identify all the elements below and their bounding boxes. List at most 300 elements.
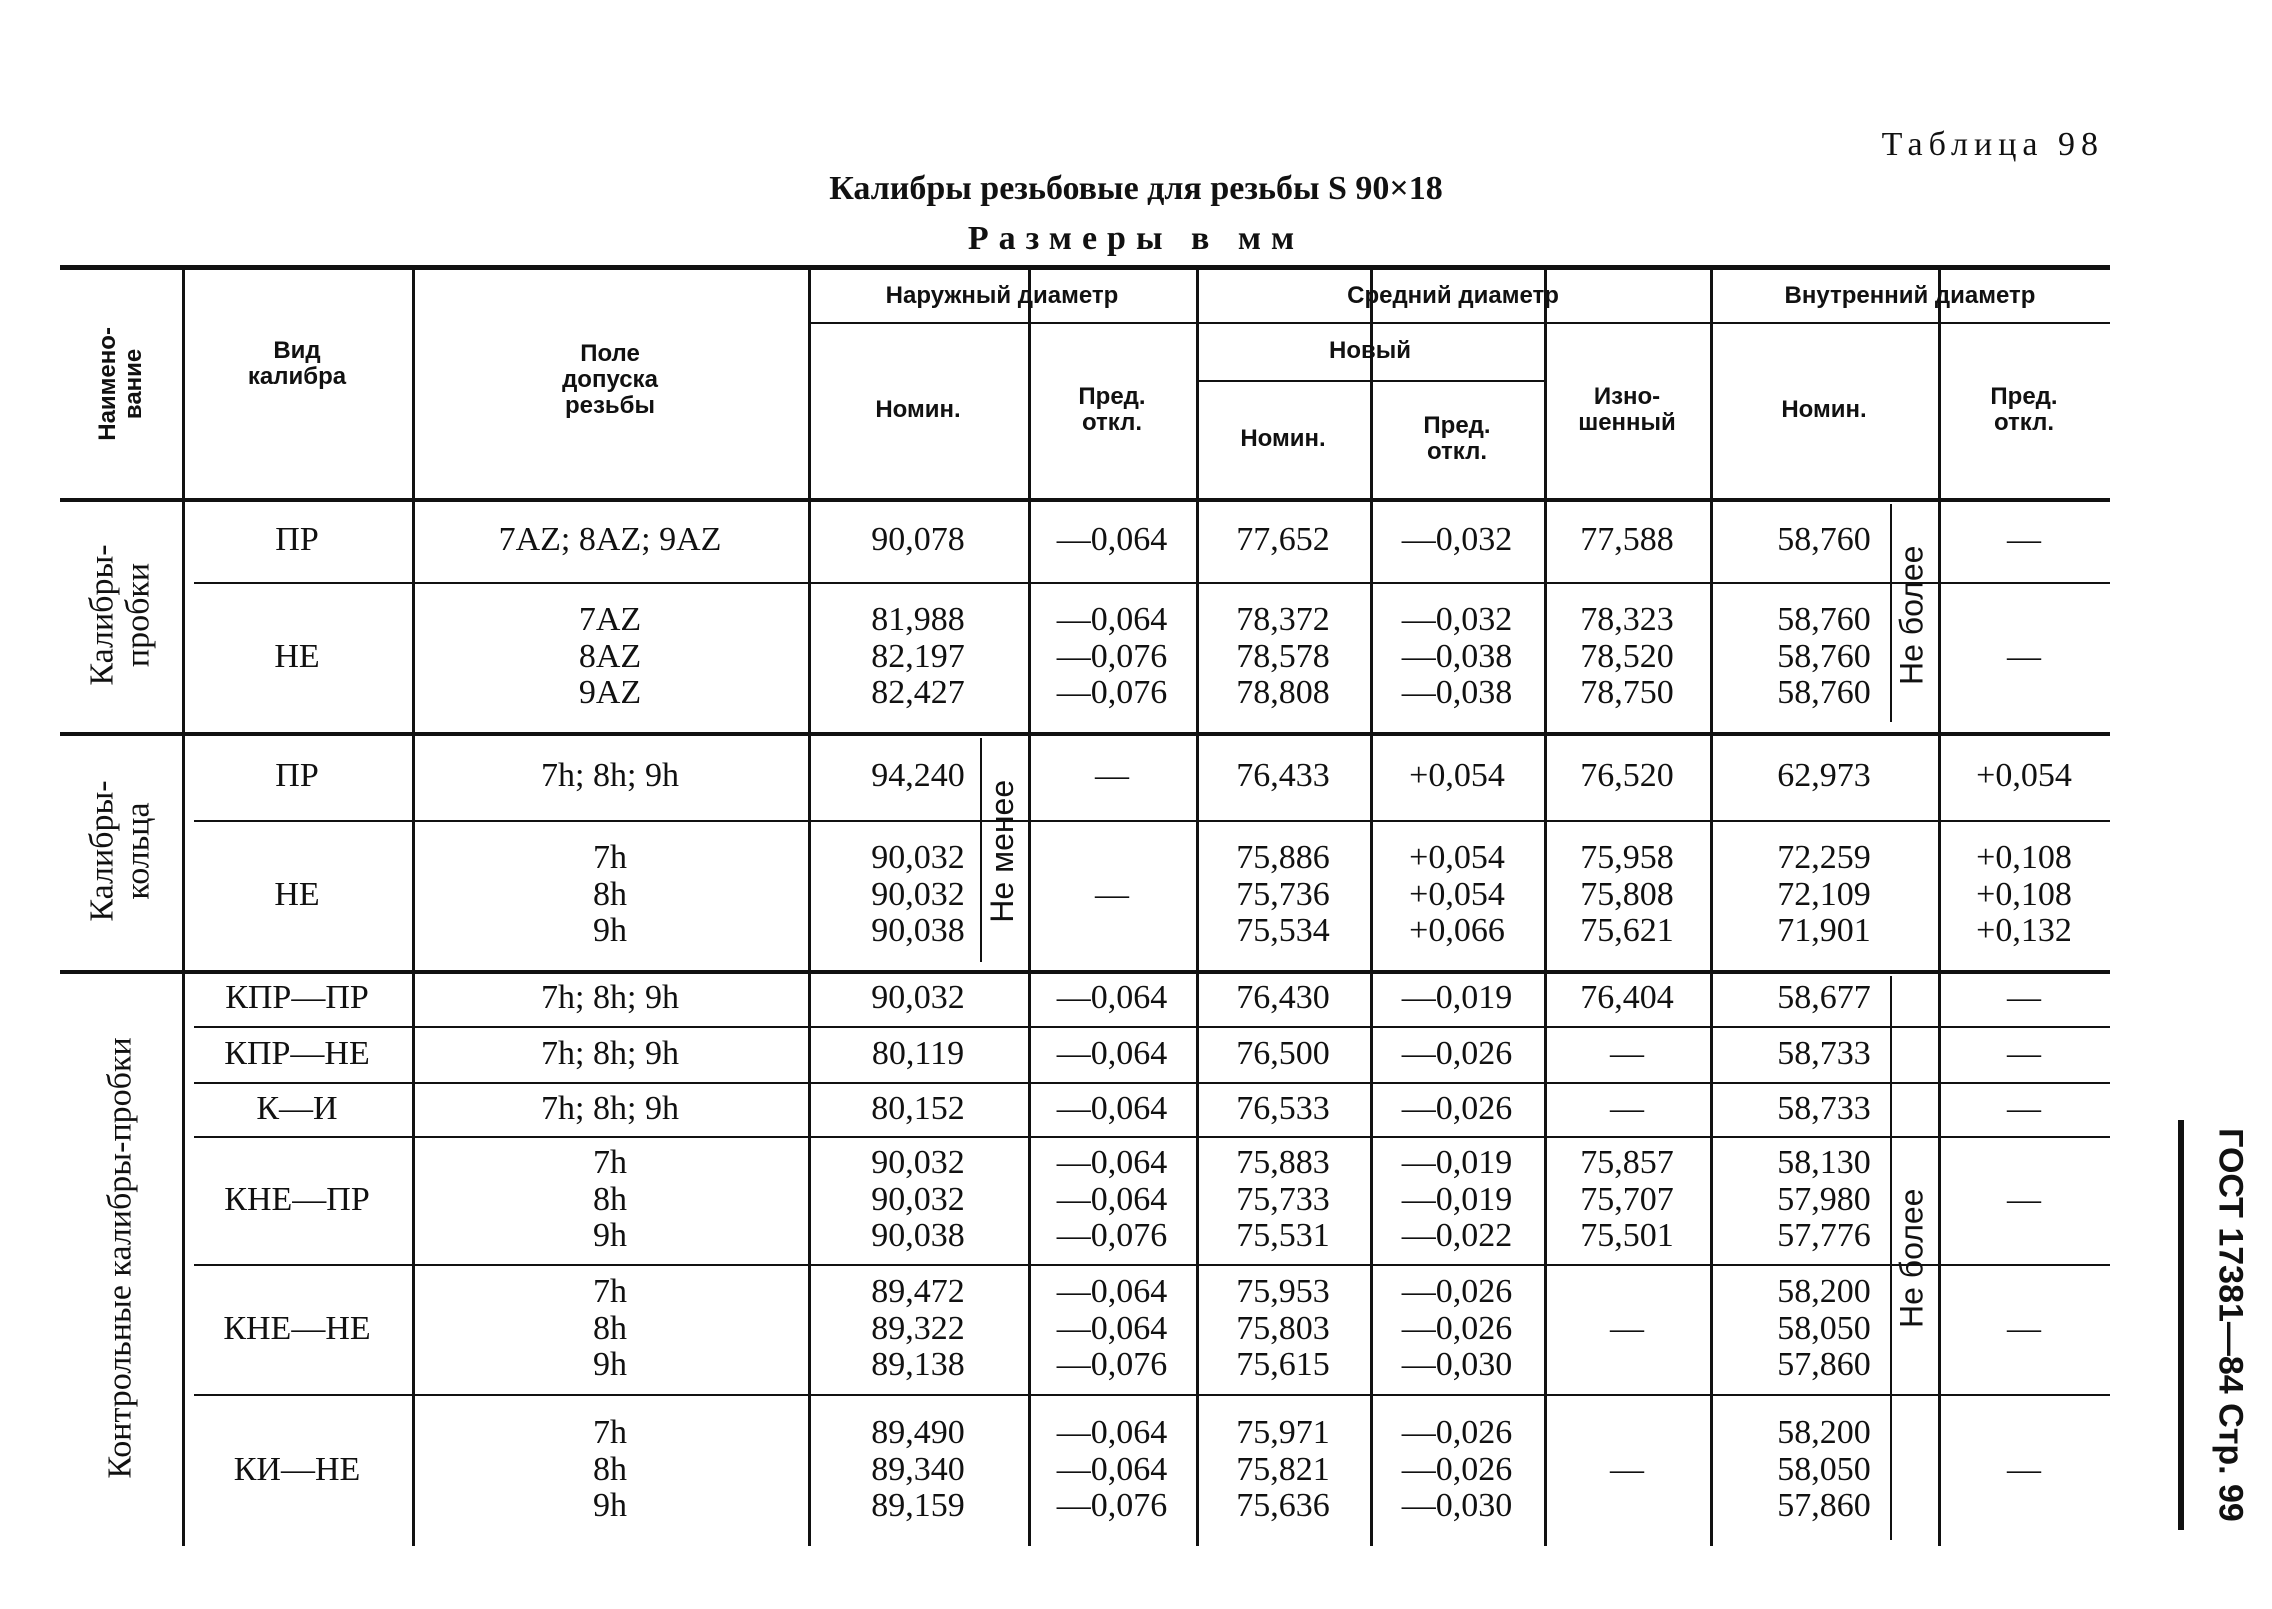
cell-line: Вид — [273, 337, 321, 365]
cell-line: 57,776 — [1777, 1217, 1871, 1255]
column-rule — [1890, 504, 1892, 722]
cell-line: 76,433 — [1236, 756, 1330, 794]
table-rule — [808, 322, 2110, 324]
cell-inner-dev — [1942, 1136, 2106, 1264]
cell-line: — — [2007, 1309, 2041, 1347]
column-rule — [1938, 270, 1941, 1546]
cell-field — [416, 582, 804, 732]
column-rule — [1544, 270, 1547, 1546]
cell-line: 9h — [593, 1217, 627, 1255]
cell-line: шенный — [1578, 409, 1676, 436]
cell-line: вание — [120, 348, 147, 420]
cell-line: 89,472 — [871, 1272, 965, 1310]
cell-line: пробки — [120, 562, 157, 668]
cell-line: 75,808 — [1580, 875, 1674, 913]
cell-line: 9AZ — [578, 674, 642, 712]
cell-type: КПР—НЕ — [224, 1034, 370, 1072]
cell-worn — [1548, 732, 1706, 820]
cell-line: 57,980 — [1777, 1180, 1871, 1218]
cell-inner-nom — [1714, 820, 1934, 970]
cell-worn — [1548, 1136, 1706, 1264]
cell-line: —0,026 — [1401, 1272, 1513, 1310]
cell-line: —0,038 — [1401, 674, 1513, 712]
cell-pitch-dev — [1374, 820, 1540, 970]
cell-line: 7h; 8h; 9h — [541, 1089, 679, 1127]
cell-line: 78,372 — [1236, 600, 1330, 638]
cell-line: 75,501 — [1580, 1217, 1674, 1255]
cell-line: 7AZ; 8AZ; 9AZ — [498, 520, 722, 558]
cell-line: 90,032 — [871, 1180, 965, 1218]
cell-line: калибра — [247, 363, 347, 390]
header-new: Новый — [1329, 337, 1411, 365]
cell-line: +0,054 — [1976, 756, 2072, 794]
cell-line: 82,197 — [871, 637, 965, 675]
header-outer-nominal: Номин. — [875, 396, 961, 424]
header-pitch-diameter: Средний диаметр — [1347, 282, 1559, 310]
cell-inner-dev — [1942, 1026, 2106, 1082]
group-name — [60, 970, 182, 1546]
cell-line: Калибры- — [84, 544, 121, 686]
cell-line: —0,064 — [1056, 1450, 1168, 1488]
cell-line: откл. — [1993, 409, 2055, 436]
cell-pitch-nom — [1200, 1136, 1366, 1264]
header-inner-diameter: Внутренний диаметр — [1784, 282, 2036, 310]
cell-pitch-nom — [1200, 1082, 1366, 1136]
column-rule — [1890, 976, 1892, 1540]
cell-line: —0,076 — [1056, 1487, 1168, 1525]
cell-worn — [1548, 970, 1706, 1026]
cell-line: —0,064 — [1056, 1143, 1168, 1181]
cell-outer-nom — [812, 498, 1024, 582]
cell-outer-nom — [812, 1026, 1024, 1082]
cell-line: 78,808 — [1236, 674, 1330, 712]
header-inner-dev — [1938, 322, 2110, 498]
cell-line: +0,108 — [1976, 838, 2072, 876]
cell-inner-dev — [1942, 732, 2106, 820]
cell-line: — — [1610, 1089, 1644, 1127]
cell-line: 76,500 — [1236, 1034, 1330, 1072]
table-rule — [194, 1082, 2110, 1084]
cell-line: — — [2007, 1450, 2041, 1488]
cell-type: КНЕ—ПР — [224, 1180, 370, 1218]
cell-line: 7h — [593, 1272, 627, 1310]
table-number: Таблица 98 — [1881, 126, 2104, 163]
cell-worn — [1548, 820, 1706, 970]
cell-line: 94,240 — [871, 756, 965, 794]
cell-line: —0,038 — [1401, 637, 1513, 675]
cell-worn — [1548, 582, 1706, 732]
cell-type: КИ—НЕ — [233, 1450, 361, 1488]
cell-line: 8h — [593, 875, 627, 913]
cell-line: —0,019 — [1401, 978, 1513, 1016]
cell-line: 75,736 — [1236, 875, 1330, 913]
cell-line: 90,078 — [871, 520, 965, 558]
cell-line: резьбы — [564, 391, 655, 419]
cell-line: Калибры- — [84, 780, 121, 922]
note-ne-bolee-plugs-text: Не более — [1893, 545, 1930, 685]
cell-line: +0,066 — [1409, 912, 1505, 950]
cell-line: 90,032 — [871, 838, 965, 876]
cell-field — [416, 732, 804, 820]
cell-line: 75,733 — [1236, 1180, 1330, 1218]
cell-line: —0,076 — [1056, 674, 1168, 712]
cell-line: Наимено- — [94, 327, 122, 441]
note-ne-menee-rings-text: Не менее — [983, 779, 1020, 923]
cell-line: 75,615 — [1236, 1346, 1330, 1384]
table-rule — [60, 970, 2110, 974]
header-inner-nominal: Номин. — [1781, 396, 1867, 424]
cell-outer-dev — [1032, 732, 1192, 820]
cell-line: 9h — [593, 1487, 627, 1525]
cell-line: 58,760 — [1777, 520, 1871, 558]
cell-pitch-nom — [1200, 498, 1366, 582]
cell-line: кольца — [120, 802, 157, 900]
cell-field — [416, 1026, 804, 1082]
cell-line: —0,026 — [1401, 1309, 1513, 1347]
cell-line: 58,760 — [1777, 600, 1871, 638]
cell-inner-dev — [1942, 498, 2106, 582]
cell-pitch-nom — [1200, 1026, 1366, 1082]
cell-field — [416, 1136, 804, 1264]
cell-line: Пред. — [1990, 383, 2058, 411]
header-name — [60, 270, 182, 498]
cell-pitch-nom — [1200, 820, 1366, 970]
cell-outer-nom — [812, 970, 1024, 1026]
cell-line: 8h — [593, 1309, 627, 1347]
cell-line: 77,588 — [1580, 520, 1674, 558]
cell-line: +0,054 — [1409, 838, 1505, 876]
cell-outer-nom — [812, 1082, 1024, 1136]
cell-line: 58,760 — [1777, 637, 1871, 675]
cell-line: 75,621 — [1580, 912, 1674, 950]
cell-line: 58,050 — [1777, 1309, 1871, 1347]
cell-worn — [1548, 1394, 1706, 1546]
cell-line: Изно- — [1593, 383, 1661, 411]
group-name-text — [85, 544, 157, 685]
cell-pitch-dev — [1374, 1264, 1540, 1394]
cell-line: 7h; 8h; 9h — [541, 978, 679, 1016]
cell-pitch-dev — [1374, 1394, 1540, 1546]
gauge-table — [60, 265, 2110, 1546]
cell-line: 9h — [593, 1346, 627, 1384]
cell-line: 75,531 — [1236, 1217, 1330, 1255]
cell-line: 58,677 — [1777, 978, 1871, 1016]
column-rule — [1710, 270, 1713, 1546]
column-rule — [980, 738, 982, 962]
cell-line: 75,886 — [1236, 838, 1330, 876]
cell-type: ПР — [275, 756, 319, 794]
cell-pitch-dev — [1374, 732, 1540, 820]
cell-line: —0,076 — [1056, 1346, 1168, 1384]
cell-line: +0,054 — [1409, 756, 1505, 794]
table-rule — [60, 732, 2110, 736]
column-rule — [1196, 270, 1199, 1546]
cell-line: 58,760 — [1777, 674, 1871, 712]
side-reference — [2178, 1120, 2254, 1530]
cell-line: 58,200 — [1777, 1272, 1871, 1310]
cell-outer-dev — [1032, 498, 1192, 582]
cell-line: — — [2007, 637, 2041, 675]
column-rule — [182, 270, 185, 1546]
cell-type: К—И — [256, 1089, 338, 1127]
cell-line: —0,019 — [1401, 1143, 1513, 1181]
header-gauge-type — [182, 270, 412, 458]
note-ne-menee-rings — [982, 742, 1022, 960]
cell-line: 57,860 — [1777, 1346, 1871, 1384]
cell-line: 90,038 — [871, 912, 965, 950]
cell-worn — [1548, 1082, 1706, 1136]
cell-worn — [1548, 1264, 1706, 1394]
cell-outer-dev — [1032, 970, 1192, 1026]
group-name — [60, 732, 182, 970]
cell-line: —0,076 — [1056, 1217, 1168, 1255]
cell-outer-dev — [1032, 1136, 1192, 1264]
table-rule — [194, 1394, 2110, 1396]
cell-inner-dev — [1942, 1082, 2106, 1136]
cell-pitch-nom — [1200, 1394, 1366, 1546]
cell-line: 77,652 — [1236, 520, 1330, 558]
cell-field — [416, 1264, 804, 1394]
cell-line: 58,050 — [1777, 1450, 1871, 1488]
note-ne-bolee-control — [1892, 980, 1932, 1536]
cell-line: —0,064 — [1056, 1089, 1168, 1127]
column-rule — [808, 270, 811, 1546]
cell-line: — — [1610, 1450, 1644, 1488]
cell-line: 9h — [593, 912, 627, 950]
cell-line: —0,030 — [1401, 1346, 1513, 1384]
cell-line: 75,803 — [1236, 1309, 1330, 1347]
cell-line: 8AZ — [578, 637, 642, 675]
cell-inner-dev — [1942, 582, 2106, 732]
cell-line: 76,520 — [1580, 756, 1674, 794]
cell-worn — [1548, 498, 1706, 582]
cell-line: откл. — [1081, 409, 1143, 436]
cell-inner-dev — [1942, 1394, 2106, 1546]
cell-line: —0,026 — [1401, 1034, 1513, 1072]
cell-line: 8h — [593, 1180, 627, 1218]
table-rule — [194, 582, 2110, 584]
cell-outer-dev — [1032, 1026, 1192, 1082]
cell-line: —0,064 — [1056, 1309, 1168, 1347]
cell-line: —0,032 — [1401, 600, 1513, 638]
table-rule — [194, 1264, 2110, 1266]
cell-line: 80,152 — [871, 1089, 965, 1127]
cell-line: 57,860 — [1777, 1487, 1871, 1525]
cell-line: — — [1610, 1034, 1644, 1072]
table-rule — [194, 820, 2110, 822]
group-name-text — [103, 1037, 139, 1478]
cell-line: 71,901 — [1777, 912, 1871, 950]
cell-line: —0,064 — [1056, 1413, 1168, 1451]
cell-line: 90,032 — [871, 1143, 965, 1181]
cell-line: +0,132 — [1976, 912, 2072, 950]
units-caption: Размеры в мм — [967, 220, 1305, 257]
cell-pitch-dev — [1374, 582, 1540, 732]
side-reference-text: ГОСТ 17381—84 Стр. 99 — [2211, 1128, 2250, 1522]
cell-line: —0,019 — [1401, 1180, 1513, 1218]
cell-line: 75,636 — [1236, 1487, 1330, 1525]
cell-inner-dev — [1942, 820, 2106, 970]
cell-inner-dev — [1942, 970, 2106, 1026]
cell-line: 76,404 — [1580, 978, 1674, 1016]
cell-pitch-dev — [1374, 970, 1540, 1026]
cell-field — [416, 970, 804, 1026]
note-ne-bolee-plugs — [1892, 508, 1932, 722]
column-rule — [1370, 270, 1373, 1546]
cell-line: 89,322 — [871, 1309, 965, 1347]
cell-outer-nom — [812, 1264, 1024, 1394]
cell-line: 76,533 — [1236, 1089, 1330, 1127]
cell-line: 72,109 — [1777, 875, 1871, 913]
cell-line: 75,821 — [1236, 1450, 1330, 1488]
cell-line: 75,534 — [1236, 912, 1330, 950]
cell-pitch-nom — [1200, 582, 1366, 732]
cell-pitch-dev — [1374, 498, 1540, 582]
cell-line: 82,427 — [871, 674, 965, 712]
table-title: Калибры резьбовые для резьбы S 90×18 — [829, 170, 1443, 207]
cell-line: 58,130 — [1777, 1143, 1871, 1181]
cell-line: —0,064 — [1056, 1180, 1168, 1218]
cell-line: 80,119 — [871, 1034, 965, 1072]
cell-line: 7h — [593, 1143, 627, 1181]
header-pitch-nominal: Номин. — [1240, 425, 1326, 453]
cell-outer-dev — [1032, 1082, 1192, 1136]
cell-pitch-dev — [1374, 1026, 1540, 1082]
cell-line: 7h — [593, 838, 627, 876]
cell-line: 58,200 — [1777, 1413, 1871, 1451]
cell-line: 89,138 — [871, 1346, 965, 1384]
header-worn — [1544, 322, 1710, 498]
table-rule — [194, 1026, 2110, 1028]
cell-line: —0,022 — [1401, 1217, 1513, 1255]
cell-line: 90,038 — [871, 1217, 965, 1255]
cell-outer-dev — [1032, 820, 1192, 970]
cell-outer-nom — [812, 582, 1024, 732]
cell-pitch-dev — [1374, 1136, 1540, 1264]
cell-line: Контрольные калибры-пробки — [102, 1037, 139, 1479]
cell-line: 75,958 — [1580, 838, 1674, 876]
cell-field — [416, 1082, 804, 1136]
cell-line: 62,973 — [1777, 756, 1871, 794]
cell-line: — — [1610, 1309, 1644, 1347]
cell-line: —0,064 — [1056, 1272, 1168, 1310]
cell-type: ПР — [275, 520, 319, 558]
cell-line: — — [2007, 1180, 2041, 1218]
cell-line: 7h — [593, 1413, 627, 1451]
cell-line: Пред. — [1423, 412, 1491, 440]
cell-line: 7h; 8h; 9h — [541, 756, 679, 794]
cell-line: Пред. — [1078, 383, 1146, 411]
cell-inner-nom — [1714, 732, 1934, 820]
cell-line: 72,259 — [1777, 838, 1871, 876]
header-name-text — [95, 327, 147, 441]
cell-field — [416, 1394, 804, 1546]
column-rule — [1028, 270, 1031, 1546]
cell-line: — — [1095, 756, 1129, 794]
cell-line: 81,988 — [871, 600, 965, 638]
cell-line: —0,026 — [1401, 1413, 1513, 1451]
cell-line: 90,032 — [871, 978, 965, 1016]
cell-pitch-nom — [1200, 1264, 1366, 1394]
cell-line: —0,026 — [1401, 1450, 1513, 1488]
cell-line: 75,857 — [1580, 1143, 1674, 1181]
cell-line: —0,032 — [1401, 520, 1513, 558]
cell-line: 75,953 — [1236, 1272, 1330, 1310]
cell-line: —0,064 — [1056, 600, 1168, 638]
cell-line: откл. — [1426, 438, 1488, 465]
cell-line: 75,707 — [1580, 1180, 1674, 1218]
header-tolerance-field — [412, 270, 808, 490]
cell-type: КПР—ПР — [225, 978, 369, 1016]
cell-line: 89,490 — [871, 1413, 965, 1451]
header-pitch-dev — [1370, 380, 1544, 498]
header-outer-diameter: Наружный диаметр — [885, 282, 1119, 310]
cell-field — [416, 498, 804, 582]
cell-line: —0,064 — [1056, 978, 1168, 1016]
cell-outer-dev — [1032, 1394, 1192, 1546]
cell-line: 58,733 — [1777, 1089, 1871, 1127]
cell-line: 75,971 — [1236, 1413, 1330, 1451]
cell-type: КНЕ—НЕ — [223, 1309, 371, 1347]
cell-line: 89,340 — [871, 1450, 965, 1488]
cell-type: НЕ — [274, 875, 320, 913]
table-rule — [194, 1136, 2110, 1138]
cell-pitch-nom — [1200, 732, 1366, 820]
cell-outer-dev — [1032, 582, 1192, 732]
cell-outer-nom — [812, 1136, 1024, 1264]
cell-line: 8h — [593, 1450, 627, 1488]
cell-line: 7AZ — [578, 600, 642, 638]
cell-line: +0,054 — [1409, 875, 1505, 913]
cell-line: 78,520 — [1580, 637, 1674, 675]
cell-pitch-dev — [1374, 1082, 1540, 1136]
cell-line: —0,076 — [1056, 637, 1168, 675]
cell-line: 89,159 — [871, 1487, 965, 1525]
cell-pitch-nom — [1200, 970, 1366, 1026]
cell-type: НЕ — [274, 637, 320, 675]
note-ne-bolee-control-text: Не более — [1893, 1188, 1930, 1328]
cell-line: — — [1095, 875, 1129, 913]
cell-line: 75,883 — [1236, 1143, 1330, 1181]
cell-line: +0,108 — [1976, 875, 2072, 913]
cell-line: 78,578 — [1236, 637, 1330, 675]
cell-line: 90,032 — [871, 875, 965, 913]
cell-line: 78,750 — [1580, 674, 1674, 712]
cell-line: 7h; 8h; 9h — [541, 1034, 679, 1072]
header-outer-dev — [1028, 322, 1196, 498]
cell-field — [416, 820, 804, 970]
cell-line: 76,430 — [1236, 978, 1330, 1016]
cell-outer-nom — [812, 1394, 1024, 1546]
cell-line: —0,064 — [1056, 520, 1168, 558]
cell-line: — — [2007, 978, 2041, 1016]
cell-line: —0,030 — [1401, 1487, 1513, 1525]
cell-inner-dev — [1942, 1264, 2106, 1394]
cell-line: Поле — [580, 340, 640, 368]
cell-line: —0,064 — [1056, 1034, 1168, 1072]
cell-outer-dev — [1032, 1264, 1192, 1394]
cell-line: 78,323 — [1580, 600, 1674, 638]
cell-worn — [1548, 1026, 1706, 1082]
cell-line: допуска — [562, 366, 658, 394]
cell-line: —0,026 — [1401, 1089, 1513, 1127]
cell-line: — — [2007, 1034, 2041, 1072]
group-name-text — [85, 780, 157, 921]
cell-line: — — [2007, 520, 2041, 558]
cell-line: 58,733 — [1777, 1034, 1871, 1072]
cell-line: — — [2007, 1089, 2041, 1127]
group-name — [60, 498, 182, 732]
